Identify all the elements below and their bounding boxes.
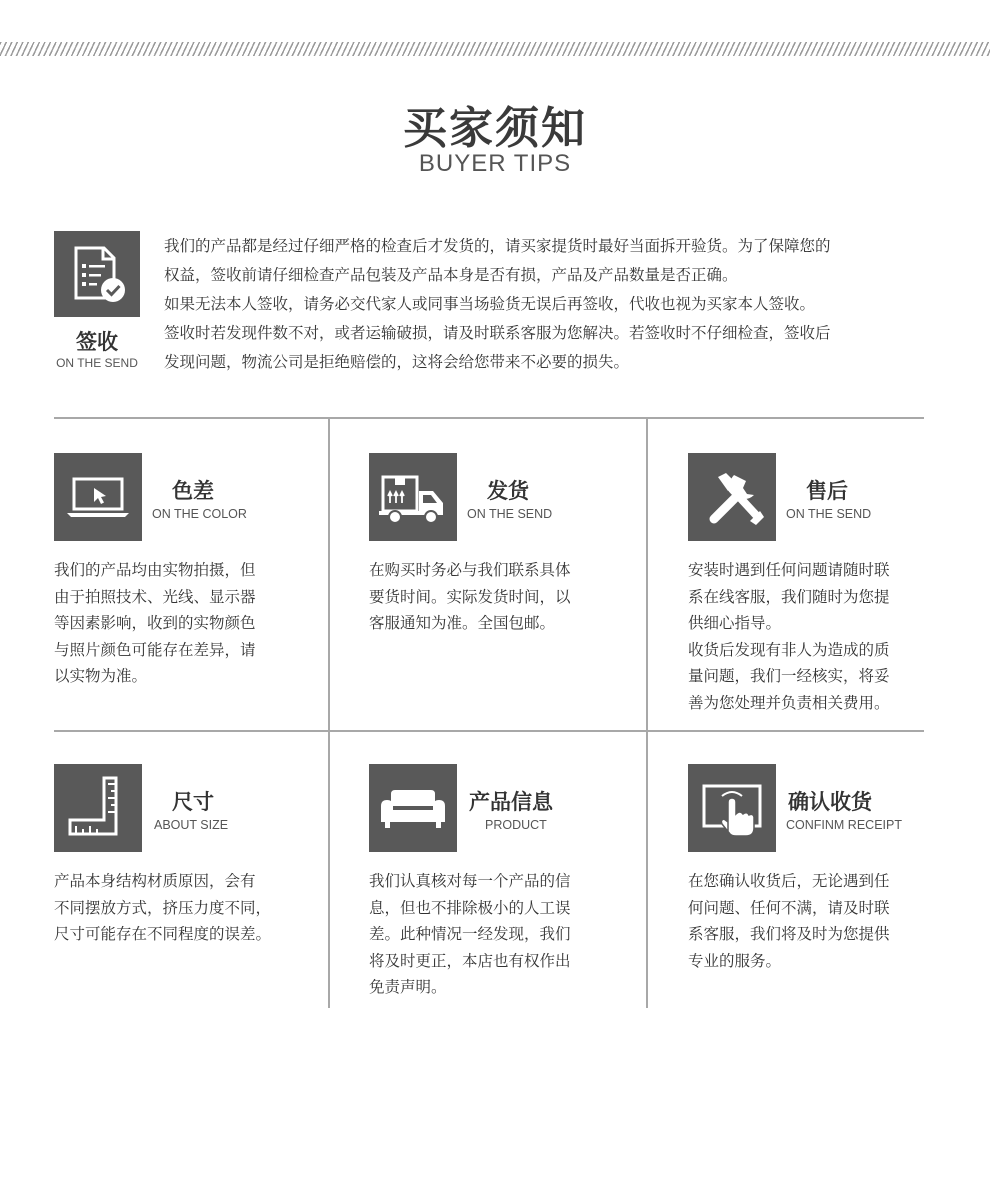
tip-body [688,868,938,974]
tip-line: 收货后发现有非人为造成的质 [688,640,890,659]
tip-line: 供细心指导。 [688,614,782,632]
tip-line: 由于拍照技术、光线、显示器 [54,587,256,606]
delivery-truck-icon [369,453,457,541]
tip-line: 差。此种情况一经发现，我们 [369,925,571,943]
tip-line: 以实物为准。 [54,667,148,685]
tip-title: 尺寸 [172,790,214,814]
tip-title: 产品信息 [469,790,553,814]
tip-line: 在您确认收货后，无论遇到任 [688,872,890,890]
tip-subtitle: ON THE SEND [467,507,553,521]
tip-title: 发货 [487,479,529,503]
tip-line: 系在线客服，我们随时为您提 [688,587,890,606]
grid-divider-vertical-2 [646,418,648,1008]
tip-line: 量问题，我们一经核实，将妥 [688,667,890,685]
laptop-icon [54,453,142,541]
tip-line: 专业的服务。 [688,951,782,970]
grid-divider-top [54,417,924,419]
tip-line: 我们认真核对每一个产品的信 [369,872,571,890]
tip-line: 息，但也不排除极小的人工误 [369,898,571,917]
tip-body [54,557,304,690]
tip-line: 我们的产品均由实物拍摄，但 [54,561,256,579]
tip-line: 要货时间。实际发货时间，以 [369,587,571,606]
intro-label: 签收 [76,330,118,354]
ruler-icon [54,764,142,852]
tip-line: 不同摆放方式，挤压力度不同， [54,898,272,917]
tip-line: 安装时遇到任何问题请随时联 [688,561,890,579]
page-title: 买家须知 [403,103,587,154]
tip-line: 尺寸可能存在不同程度的误差。 [54,925,272,943]
tip-line: 等因素影响，收到的实物颜色 [54,614,256,632]
intro-sublabel: ON THE SEND [56,356,138,370]
grid-divider-middle [54,730,924,732]
intro-text [164,232,930,377]
tip-subtitle: ON THE COLOR [152,507,247,521]
intro-line: 发现问题，物流公司是拒绝赔偿的，这将会给您带来不必要的损失。 [164,353,630,371]
tip-line: 产品本身结构材质原因，会有 [54,872,256,890]
intro-line: 我们的产品都是经过仔细严格的检查后才发货的，请买家提货时最好当面拆开验货。为了保障您的 [164,237,831,255]
tip-line: 系客服，我们将及时为您提供 [688,925,890,943]
sofa-icon [369,764,457,852]
tip-title: 色差 [172,479,214,503]
tip-line: 善为您处理并负责相关费用。 [688,693,890,712]
document-check-icon [54,231,140,317]
tip-line: 何问题、任何不满，请及时联 [688,898,890,917]
tip-body [688,557,938,716]
tip-subtitle: ON THE SEND [786,507,872,521]
intro-line: 签收时若发现件数不对，或者运输破损，请及时联系客服为您解决。若签收时不仔细检查，签收后 [164,324,831,342]
touch-screen-icon [688,764,776,852]
intro-line: 权益，签收前请仔细检查产品包装及产品本身是否有损，产品及产品数量是否正确。 [164,266,738,284]
tip-line: 与照片颜色可能存在差异，请 [54,640,256,659]
tip-subtitle: ABOUT SIZE [154,818,229,832]
page-subtitle: BUYER TIPS [418,150,572,177]
tip-title: 售后 [806,479,848,503]
tip-body [369,557,619,637]
tip-subtitle: CONFINM RECEIPT [786,818,902,832]
tip-body [369,868,619,1001]
tip-line: 免责声明。 [369,978,447,996]
tip-line: 在购买时务必与我们联系具体 [369,561,571,579]
tip-title: 确认收货 [788,790,872,814]
tip-line: 将及时更正，本店也有权作出 [369,951,571,970]
tools-icon [688,453,776,541]
tip-line: 客服通知为准。全国包邮。 [369,614,556,632]
intro-line: 如果无法本人签收，请务必交代家人或同事当场验货无误后再签收，代收也视为买家本人签收。 [164,295,816,313]
decorative-stripe [0,42,990,56]
grid-divider-vertical-1 [328,418,330,1008]
tip-subtitle: PRODUCT [485,818,547,832]
tip-body [54,868,304,948]
